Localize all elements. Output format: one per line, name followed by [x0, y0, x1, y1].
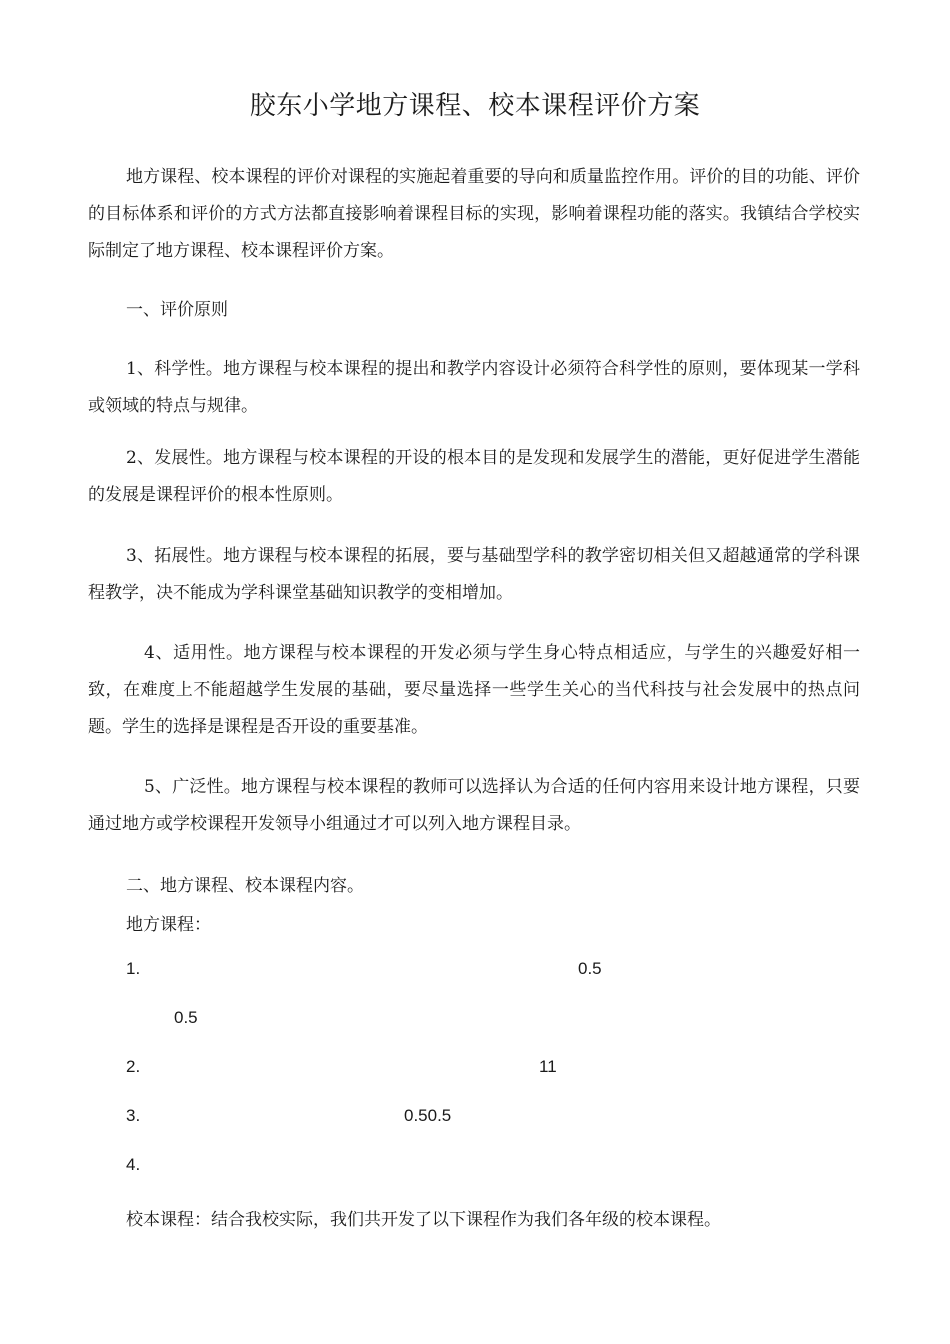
section-heading-principles: 一、评价原则 [126, 300, 228, 320]
principle-developmental: 2、发展性。地方课程与校本课程的开设的根本目的是发现和发展学生的潜能，更好促进学生潜能的发展是课程评价的根本性原则。 [88, 448, 860, 505]
list-item-value: 11 [539, 1057, 557, 1076]
list-item-value: 0.50.5 [404, 1106, 452, 1125]
intro-paragraph: 地方课程、校本课程的评价对课程的实施起着重要的导向和质量监控作用。评价的目的功能、评价的目标体系和评价的方式方法都直接影响着课程目标的实现，影响着课程功能的落实。我镇结合学校实际制定了地方课程、校本课程评价方案。 [88, 167, 860, 261]
principle-applicability: 4、适用性。地方课程与校本课程的开发必须与学生身心特点相适应，与学生的兴趣爱好相一致，在难度上不能超越学生发展的基础，要尽量选择一些学生关心的当代科技与社会发展中的热点问题。学生的选择是课程是否开设的重要基准。 [88, 643, 860, 737]
school-course-text: 校本课程：结合我校实际，我们共开发了以下课程作为我们各年级的校本课程。 [126, 1210, 721, 1230]
section-heading-content: 二、地方课程、校本课程内容。 [126, 876, 364, 896]
list-item-value: 0.5 [578, 959, 602, 978]
document-title: 胶东小学地方课程、校本课程评价方案 [249, 91, 701, 121]
list-item-value: 0.5 [174, 1008, 198, 1027]
list-item-number: 3. [126, 1106, 141, 1125]
list-item-number: 4. [126, 1155, 141, 1174]
local-course-label: 地方课程： [126, 915, 211, 935]
list-item-number: 1. [126, 959, 141, 978]
principle-extension: 3、拓展性。地方课程与校本课程的拓展，要与基础型学科的教学密切相关但又超越通常的学科课程教学，决不能成为学科课堂基础知识教学的变相增加。 [88, 546, 860, 603]
principle-scientific: 1、科学性。地方课程与校本课程的提出和教学内容设计必须符合科学性的原则，要体现某一学科或领域的特点与规律。 [88, 359, 860, 416]
list-item-number: 2. [126, 1057, 141, 1076]
principle-breadth: 5、广泛性。地方课程与校本课程的教师可以选择认为合适的任何内容用来设计地方课程，只要通过地方或学校课程开发领导小组通过才可以列入地方课程目录。 [88, 777, 860, 834]
